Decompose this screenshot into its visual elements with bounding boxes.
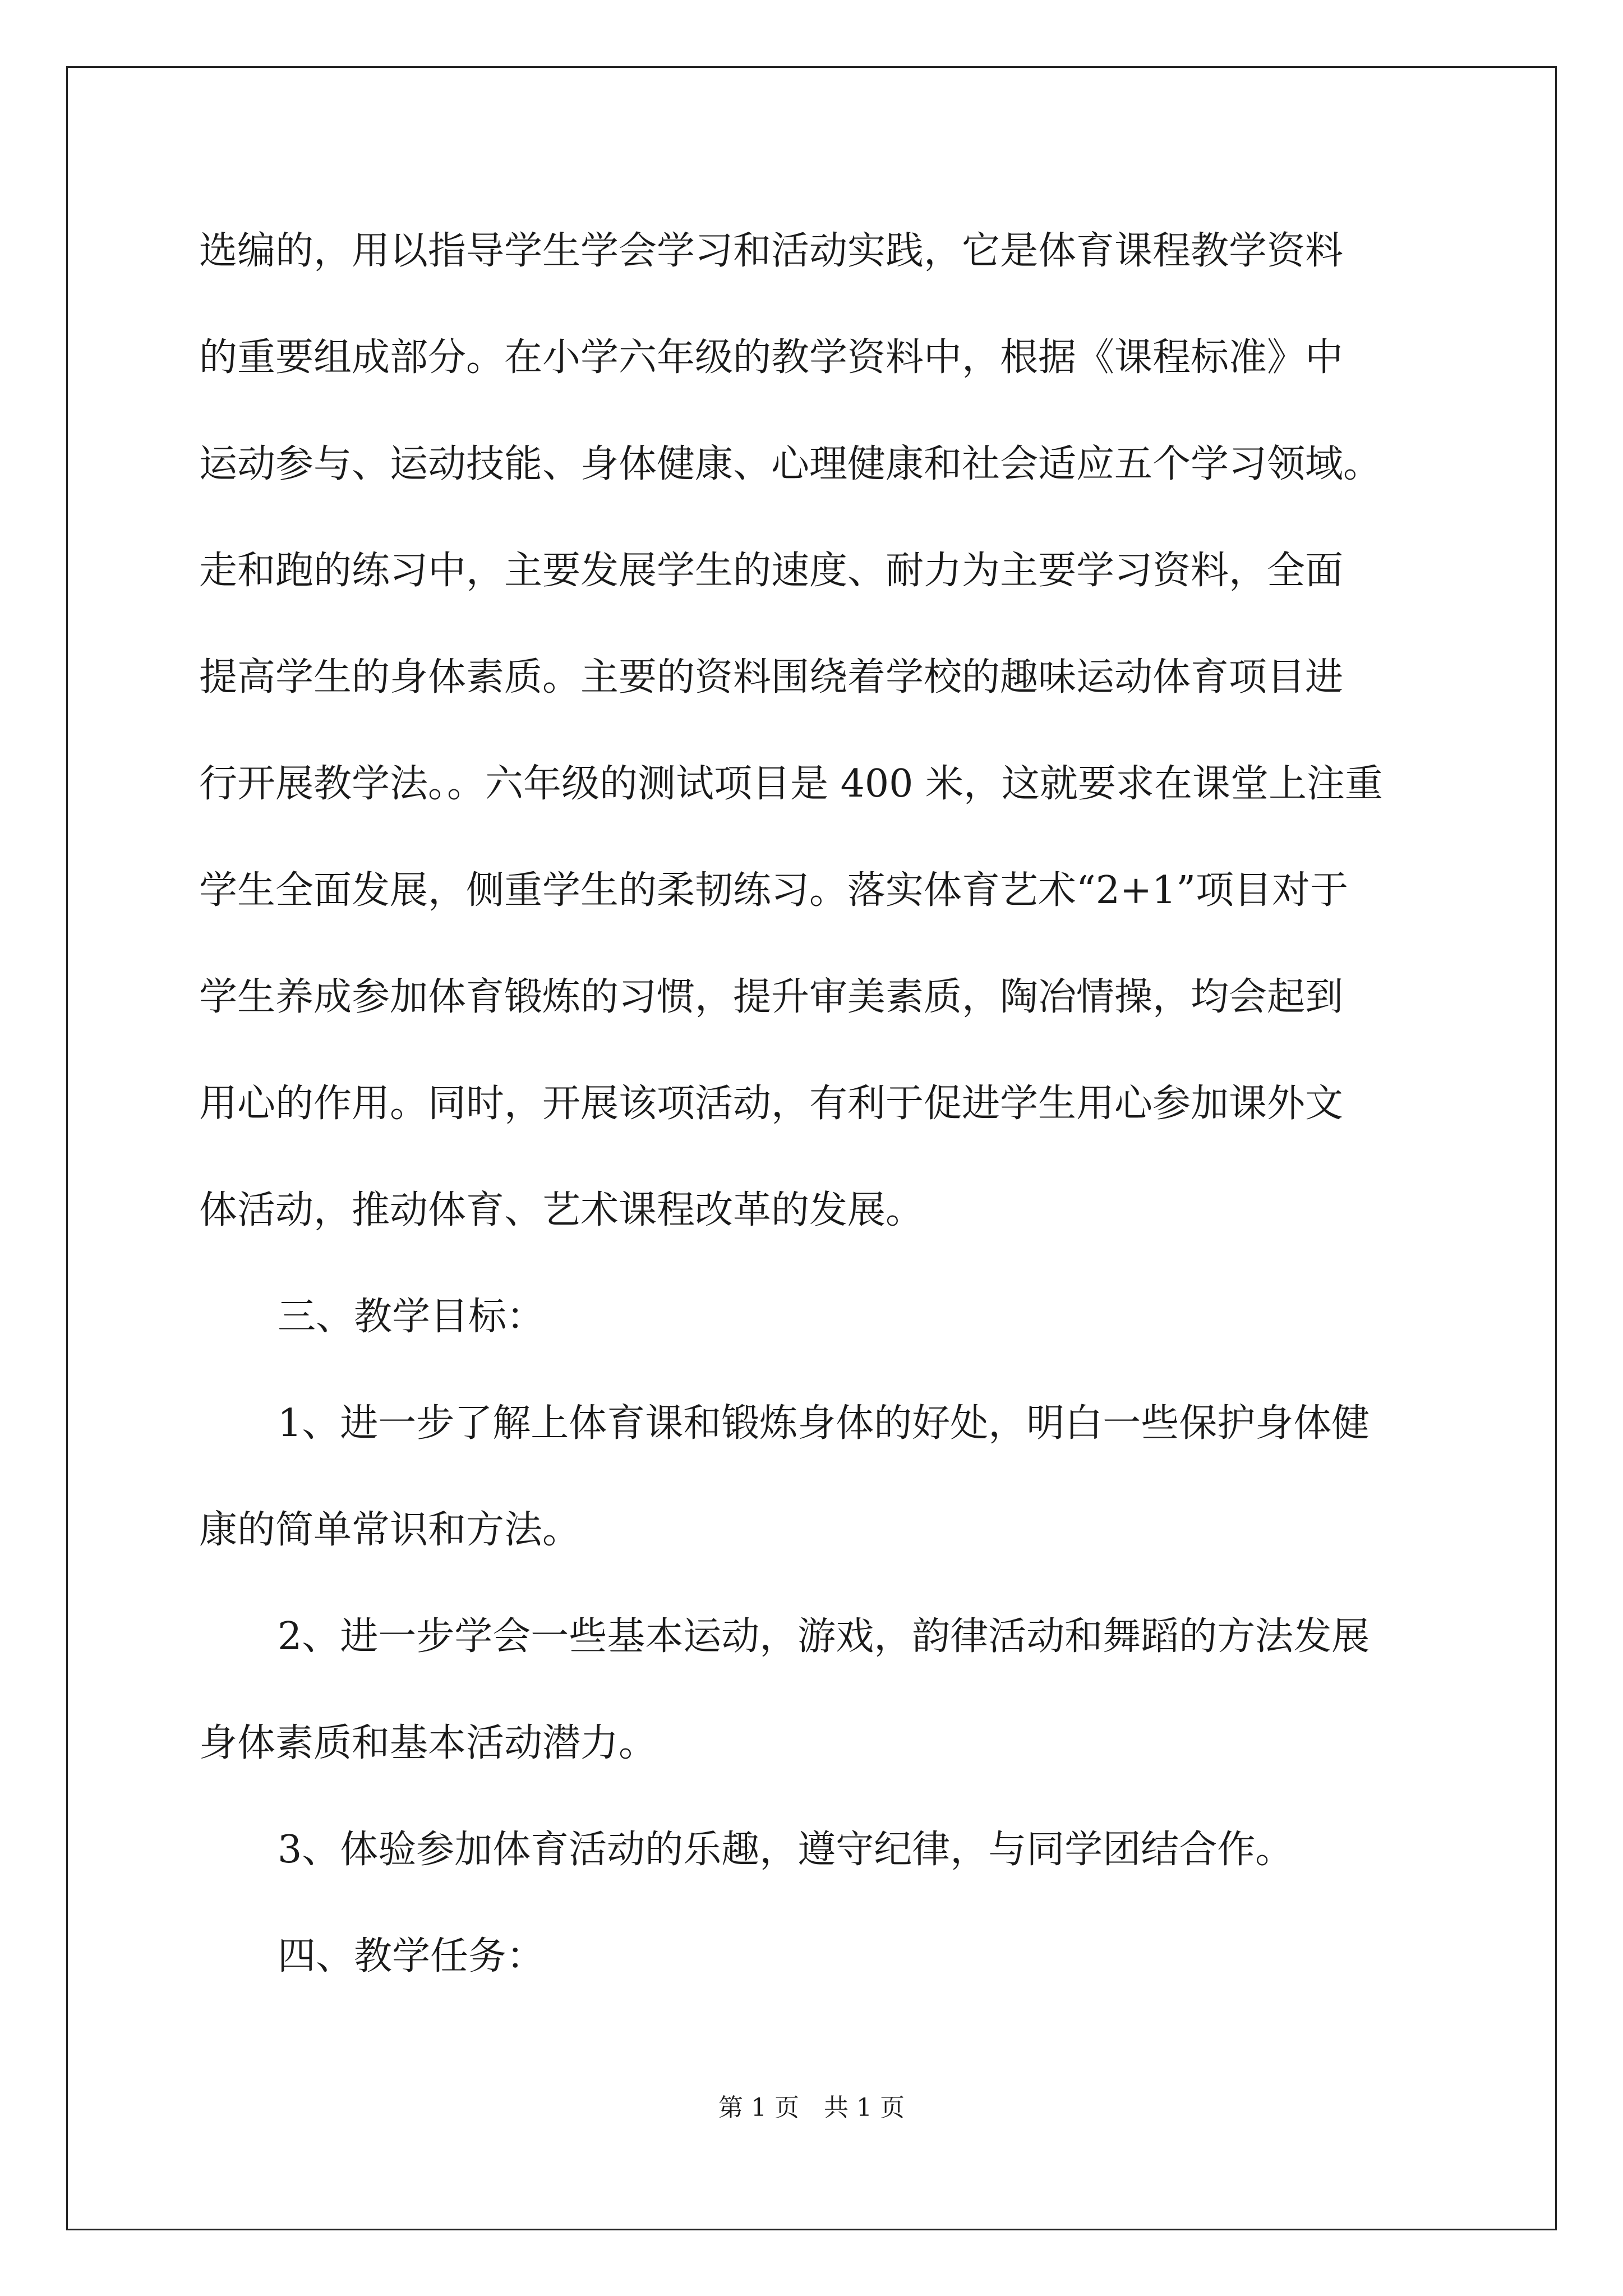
- text-line: 选编的，用以指导学生学会学习和活动实践，它是体育课程教学资料: [199, 229, 1344, 273]
- text-line: 康的简单常识和方法。: [199, 1508, 581, 1552]
- text-line: 用心的作用。同时，开展该项活动，有利于促进学生用心参加课外文: [199, 1082, 1344, 1126]
- text-line: 学生全面发展，侧重学生的柔韧练习。落实体育艺术“2+1”项目对于: [199, 868, 1349, 913]
- text-line: 2、进一步学会一些基本运动，游戏，韵律活动和舞蹈的方法发展: [278, 1614, 1370, 1659]
- text-line: 的重要组成部分。在小学六年级的教学资料中，根据《课程标准》中: [199, 335, 1344, 380]
- text-line: 3、体验参加体育活动的乐趣，遵守纪律，与同学团结合作。: [278, 1828, 1294, 1872]
- text-line: 提高学生的身体素质。主要的资料围绕着学校的趣味运动体育项目进: [199, 655, 1344, 700]
- section-heading: 三、教学目标：: [278, 1295, 545, 1339]
- text-line: 身体素质和基本活动潜力。: [199, 1721, 657, 1765]
- text-line: 体活动，推动体育、艺术课程改革的发展。: [199, 1188, 924, 1232]
- text-line: 1、进一步了解上体育课和锻炼身体的好处，明白一些保护身体健: [278, 1401, 1370, 1446]
- text-line: 运动参与、运动技能、身体健康、心理健康和社会适应五个学习领域。: [199, 442, 1382, 486]
- page-number: 第 1 页 共 1 页: [718, 2093, 905, 2122]
- text-line: 学生养成参加体育锻炼的习惯，提升审美素质，陶冶情操，均会起到: [199, 975, 1344, 1019]
- text-line: 行开展教学法。。六年级的测试项目是 400 米，这就要求在课堂上注重: [199, 762, 1384, 806]
- section-heading: 四、教学任务：: [278, 1934, 545, 1978]
- page-border: [66, 66, 1557, 2230]
- text-line: 走和跑的练习中，主要发展学生的速度、耐力为主要学习资料，全面: [199, 549, 1344, 593]
